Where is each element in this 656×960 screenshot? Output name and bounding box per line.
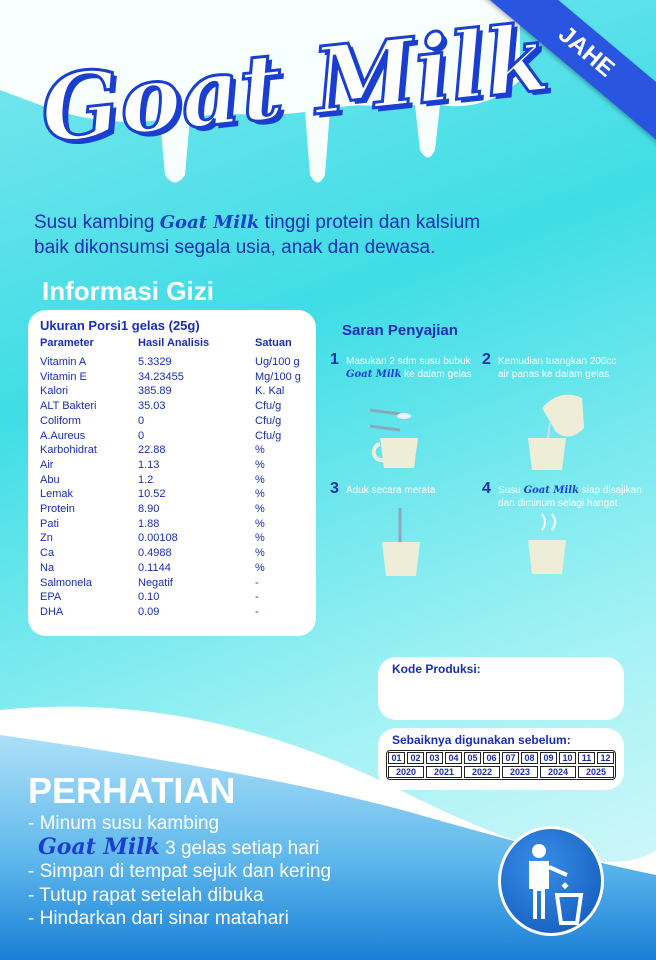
step-1: 1 Masukan 2 sdm susu bubuk Goat Milk ke dalam gelas bbox=[330, 351, 472, 380]
table-row bbox=[40, 443, 304, 458]
col-header: Hasil Analisis bbox=[138, 337, 210, 349]
table-cell: Kalori bbox=[40, 385, 69, 398]
col-header: Satuan bbox=[255, 337, 292, 349]
serving-size: Ukuran Porsi1 gelas (25g) bbox=[40, 318, 200, 333]
tagline-brand: Goat Milk bbox=[159, 212, 260, 233]
table-row bbox=[40, 487, 304, 502]
table-cell: 0 bbox=[138, 414, 145, 427]
table-cell: Abu bbox=[40, 473, 60, 486]
table-cell: - bbox=[255, 605, 259, 618]
step-2: 2 Kemudian tuangkan 200cc air panas ke dalam gelas bbox=[482, 351, 617, 380]
table-cell: 34.23455 bbox=[138, 370, 184, 383]
table-cell: 22.88 bbox=[138, 444, 166, 457]
table-cell: Negatif bbox=[138, 576, 173, 589]
expiry-year: 2024 bbox=[540, 766, 576, 778]
warning-item: - Tutup rapat setelah dibuka bbox=[28, 884, 264, 906]
cup-pour-icon bbox=[520, 388, 600, 472]
table-cell: - bbox=[255, 576, 259, 589]
table-cell: 1.13 bbox=[138, 458, 160, 471]
table-cell: A.Aureus bbox=[40, 429, 86, 442]
expiry-year: 2022 bbox=[464, 766, 500, 778]
expiry-month: 01 bbox=[388, 752, 405, 764]
table-cell: Cfu/g bbox=[255, 414, 282, 427]
table-cell: Protein bbox=[40, 503, 75, 516]
warning-item: - Hindarkan dari sinar matahari bbox=[28, 908, 289, 929]
table-cell: % bbox=[255, 458, 265, 471]
table-row bbox=[40, 384, 304, 399]
table-cell: Karbohidrat bbox=[40, 444, 97, 457]
table-cell: Vitamin E bbox=[40, 370, 87, 383]
cup-stir-icon bbox=[372, 508, 432, 580]
table-cell: % bbox=[255, 488, 265, 501]
table-cell: Ca bbox=[40, 547, 55, 560]
table-cell: EPA bbox=[40, 591, 62, 604]
step-3: 3 Aduk secara merata bbox=[330, 480, 436, 497]
table-cell: % bbox=[255, 547, 265, 560]
tagline-line2: baik dikonsumsi segala usia, anak dan dewasa. bbox=[34, 237, 436, 258]
nutrition-table-card bbox=[28, 310, 316, 636]
expiry-month: 03 bbox=[426, 752, 443, 764]
table-cell: - bbox=[255, 591, 259, 604]
table-cell: 0.00108 bbox=[138, 532, 178, 545]
expiry-year: 2025 bbox=[578, 766, 614, 778]
table-cell: 1.88 bbox=[138, 517, 160, 530]
expiry-month: 10 bbox=[559, 752, 576, 764]
flavor-ribbon: JAHE bbox=[472, 0, 656, 152]
table-cell: % bbox=[255, 561, 265, 574]
table-cell: Na bbox=[40, 561, 55, 574]
table-cell: % bbox=[255, 503, 265, 516]
expiry-year: 2021 bbox=[426, 766, 462, 778]
table-row bbox=[40, 561, 304, 576]
table-row bbox=[40, 458, 304, 473]
table-row bbox=[40, 473, 304, 488]
table-cell: 385.89 bbox=[138, 385, 172, 398]
table-cell: DHA bbox=[40, 605, 64, 618]
warning-brand: Goat Milk bbox=[38, 833, 160, 860]
expiry-year: 2020 bbox=[388, 766, 424, 778]
table-row bbox=[40, 370, 304, 385]
production-code-box bbox=[378, 657, 624, 720]
table-cell: K. Kal bbox=[255, 385, 285, 398]
warning-heading: PERHATIAN bbox=[28, 770, 236, 811]
table-cell: % bbox=[255, 532, 265, 545]
tagline bbox=[34, 210, 480, 260]
table-cell: Air bbox=[40, 458, 54, 471]
table-row bbox=[40, 355, 304, 370]
table-cell: Zn bbox=[40, 532, 53, 545]
tagline-text: Susu kambing bbox=[34, 212, 155, 233]
table-cell: % bbox=[255, 517, 265, 530]
warning-item: 3 gelas setiap hari bbox=[159, 837, 320, 859]
table-cell: Cfu/g bbox=[255, 400, 282, 413]
col-header: Parameter bbox=[40, 337, 94, 349]
table-cell: Lemak bbox=[40, 488, 74, 501]
expiry-month: 02 bbox=[407, 752, 424, 764]
table-cell: ALT Bakteri bbox=[40, 400, 97, 413]
tagline-text: tinggi protein dan kalsium bbox=[259, 212, 481, 233]
cup-spoon-icon bbox=[370, 400, 430, 472]
table-cell: 8.90 bbox=[138, 503, 160, 516]
table-row bbox=[40, 531, 304, 546]
table-cell: 1.2 bbox=[138, 473, 154, 486]
warning-item: - Simpan di tempat sejuk dan kering bbox=[28, 861, 332, 882]
dispose-trash-icon bbox=[498, 826, 604, 936]
expiry-month: 04 bbox=[445, 752, 462, 764]
table-row bbox=[40, 517, 304, 532]
table-cell: Ug/100 g bbox=[255, 356, 300, 368]
expiry-month: 06 bbox=[483, 752, 500, 764]
table-cell: Pati bbox=[40, 517, 59, 530]
expiry-box bbox=[378, 728, 624, 790]
table-row bbox=[40, 429, 304, 444]
expiry-month: 11 bbox=[578, 752, 595, 764]
table-cell: 5.3329 bbox=[138, 356, 172, 368]
table-cell: % bbox=[255, 444, 265, 457]
serving-heading: Saran Penyajian bbox=[342, 322, 458, 339]
table-cell: 35.03 bbox=[138, 400, 166, 413]
table-cell: % bbox=[255, 473, 265, 486]
table-cell: Cfu/g bbox=[255, 429, 282, 442]
table-cell: 0.1144 bbox=[138, 561, 171, 574]
warning-item: - Minum susu kambing bbox=[28, 813, 220, 834]
expiry-label: Sebaiknya digunakan sebelum: bbox=[392, 733, 571, 747]
table-cell: Coliform bbox=[40, 414, 81, 427]
production-code-label: Kode Produksi: bbox=[392, 662, 481, 676]
table-row bbox=[40, 502, 304, 517]
nutrition-table bbox=[40, 337, 304, 620]
expiry-month: 05 bbox=[464, 752, 481, 764]
table-row bbox=[40, 590, 304, 605]
table-cell: Mg/100 g bbox=[255, 370, 301, 383]
table-row bbox=[40, 605, 304, 620]
table-cell: 0.09 bbox=[138, 605, 160, 618]
expiry-month: 12 bbox=[597, 752, 614, 764]
table-cell: Salmonela bbox=[40, 576, 92, 589]
table-cell: 0.10 bbox=[138, 591, 160, 604]
table-row bbox=[40, 576, 304, 591]
cup-hot-icon bbox=[520, 512, 580, 580]
brand-logo: Goat Milk bbox=[35, 3, 554, 165]
expiry-year: 2023 bbox=[502, 766, 538, 778]
table-cell: 0 bbox=[138, 429, 145, 442]
expiry-grid bbox=[386, 750, 616, 780]
table-cell: 10.52 bbox=[138, 488, 166, 501]
table-row bbox=[40, 414, 304, 429]
expiry-month: 09 bbox=[540, 752, 557, 764]
nutrition-heading: Informasi Gizi bbox=[42, 276, 214, 306]
warning-list bbox=[28, 812, 331, 931]
table-row bbox=[40, 399, 304, 414]
table-cell: Vitamin A bbox=[40, 356, 87, 368]
expiry-month: 07 bbox=[502, 752, 519, 764]
expiry-month: 08 bbox=[521, 752, 538, 764]
step-4: 4 Susu Goat Milk siap disajikan dan diminum selagi hangat bbox=[482, 480, 642, 509]
table-row bbox=[40, 546, 304, 561]
table-cell: 0.4988 bbox=[138, 547, 172, 560]
